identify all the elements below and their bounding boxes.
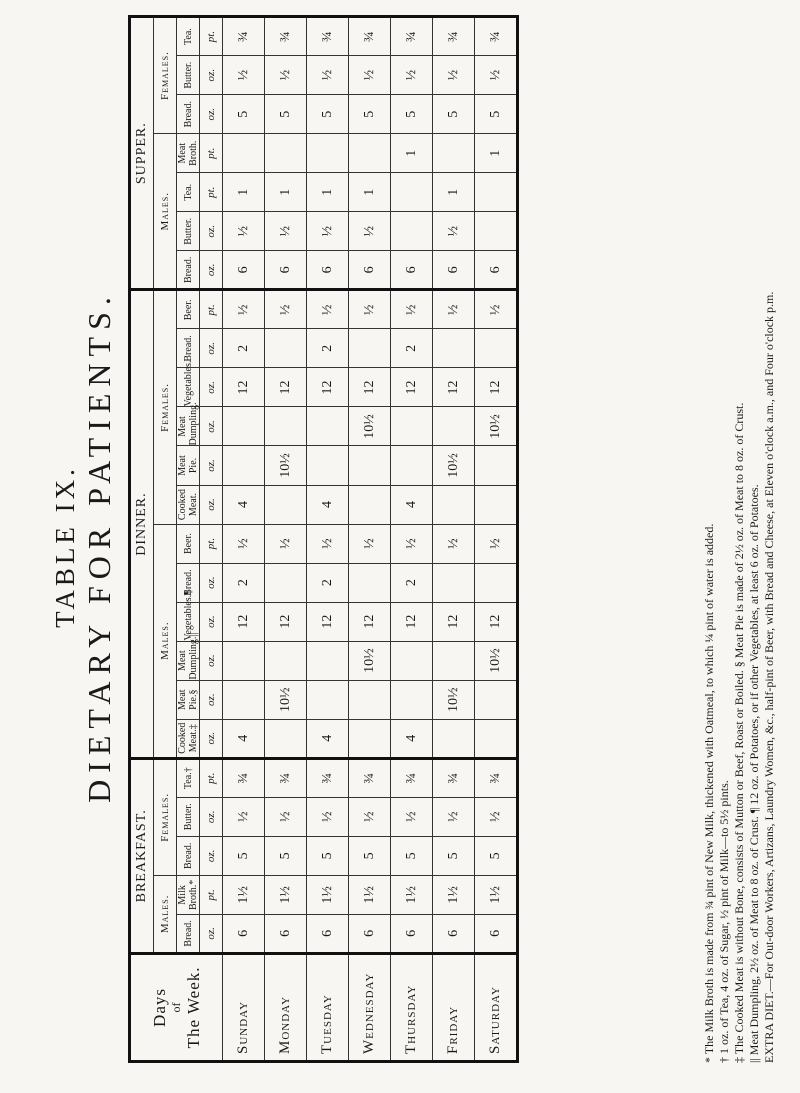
value-cell	[475, 719, 518, 758]
value-cell: 5	[475, 836, 518, 875]
unit-cell: oz.	[200, 680, 223, 719]
item-header: Meat Dumpling.||	[177, 632, 199, 680]
value-cell	[307, 407, 349, 446]
value-cell: 4	[307, 719, 349, 758]
day-row	[391, 17, 433, 1062]
value-cell: ½	[307, 524, 349, 563]
value-cell: 2	[307, 563, 349, 602]
value-cell: 5	[349, 836, 391, 875]
day-row	[265, 17, 307, 1062]
value-cell	[475, 485, 518, 524]
unit-cell: pt.	[200, 290, 223, 329]
value-cell: ½	[265, 212, 307, 251]
item-header: Tea.†	[177, 758, 200, 797]
value-cell: ½	[391, 290, 433, 329]
value-cell: ½	[391, 56, 433, 95]
item-header: Tea.	[177, 173, 200, 212]
value-cell: 12	[265, 602, 307, 641]
item-header: Beer.	[177, 290, 200, 329]
value-cell: 5	[265, 95, 307, 134]
unit-cell: oz.	[200, 368, 223, 407]
value-cell	[307, 641, 349, 680]
breakfast-header: BREAKFAST.	[130, 758, 154, 953]
value-cell: 12	[433, 602, 475, 641]
value-cell	[265, 563, 307, 602]
item-header: Beer.	[177, 524, 200, 563]
value-cell: ½	[223, 290, 265, 329]
value-cell: 5	[265, 836, 307, 875]
breakfast-males-header: Males.	[154, 875, 177, 953]
value-cell: 1	[475, 134, 518, 173]
value-cell: 4	[223, 485, 265, 524]
value-cell: 12	[349, 602, 391, 641]
value-cell: ½	[265, 797, 307, 836]
value-cell: 10½	[433, 680, 475, 719]
value-cell: ½	[223, 797, 265, 836]
value-cell: 1½	[433, 875, 475, 914]
value-cell: 5	[223, 836, 265, 875]
dinner-males-header: Males.	[154, 524, 177, 758]
value-cell: ¾	[349, 17, 391, 56]
item-header: Cooked Meat.	[177, 485, 200, 524]
value-cell: 10½	[475, 407, 518, 446]
value-cell: ¾	[307, 758, 349, 797]
footnotes	[702, 15, 777, 1063]
value-cell: 5	[223, 95, 265, 134]
value-cell: 12	[433, 368, 475, 407]
value-cell: ½	[349, 797, 391, 836]
value-cell: 6	[265, 251, 307, 290]
value-cell: ¾	[391, 17, 433, 56]
unit-cell: pt.	[200, 524, 223, 563]
value-cell	[433, 719, 475, 758]
value-cell: 1½	[265, 875, 307, 914]
value-cell	[475, 173, 518, 212]
day-row	[307, 17, 349, 1062]
value-cell	[475, 563, 518, 602]
value-cell: ¾	[265, 758, 307, 797]
value-cell: ½	[265, 56, 307, 95]
value-cell: 4	[223, 719, 265, 758]
value-cell: 6	[307, 251, 349, 290]
value-cell: 12	[391, 368, 433, 407]
item-header: Meat Pie.	[177, 446, 200, 485]
value-cell	[307, 446, 349, 485]
value-cell: 10½	[349, 407, 391, 446]
breakfast-females-header: Females.	[154, 758, 177, 875]
value-cell: ½	[307, 56, 349, 95]
value-cell	[349, 134, 391, 173]
day-row	[223, 17, 265, 1062]
item-header: Vegetables.¶	[177, 602, 200, 641]
value-cell: 4	[391, 485, 433, 524]
value-cell	[433, 641, 475, 680]
value-cell: 5	[391, 836, 433, 875]
value-cell: ½	[349, 290, 391, 329]
supper-females-header: Females.	[154, 17, 177, 134]
item-header: Meat Dumpling.	[177, 402, 199, 446]
value-cell: ½	[223, 524, 265, 563]
item-header: Meat Pie.§	[177, 680, 200, 719]
value-cell	[391, 173, 433, 212]
value-cell: 2	[391, 329, 433, 368]
value-cell	[433, 407, 475, 446]
value-cell: 12	[223, 602, 265, 641]
unit-cell: oz.	[200, 485, 223, 524]
value-cell: ½	[391, 797, 433, 836]
dinner-header: DINNER.	[130, 290, 154, 758]
value-cell: 2	[307, 329, 349, 368]
page-title	[48, 0, 116, 1093]
value-cell	[265, 641, 307, 680]
item-header: Bread.	[177, 251, 200, 290]
value-cell	[265, 719, 307, 758]
value-cell: 10½	[349, 641, 391, 680]
value-cell	[307, 134, 349, 173]
day-label: Saturday	[475, 953, 518, 1061]
value-cell: 1½	[475, 875, 518, 914]
value-cell: ½	[433, 212, 475, 251]
value-cell: 5	[433, 95, 475, 134]
value-cell: 1½	[307, 875, 349, 914]
day-label: Monday	[265, 953, 307, 1061]
value-cell	[265, 329, 307, 368]
footnote: EXTRA DIET.—For Out-door Workers, Artizans, Laundry Women, &c., half-pint of Beer, with Bread and Cheese, at Eleven o'clock a.m., and Four o'clock p.m.	[762, 291, 776, 1063]
day-label: Wednesday	[349, 953, 391, 1061]
footnote: ‡ The Cooked Meat is without Bone, consists of Mutton or Beef, Roast or Boiled. § Meat Pie is made of 2½ oz. of Meat to 8 oz. of Crust.	[732, 402, 746, 1063]
value-cell: 12	[307, 602, 349, 641]
value-cell: ¾	[223, 758, 265, 797]
value-cell	[349, 446, 391, 485]
value-cell: ½	[433, 290, 475, 329]
value-cell	[391, 446, 433, 485]
value-cell: ½	[475, 56, 518, 95]
value-cell: 4	[307, 485, 349, 524]
value-cell: 5	[475, 95, 518, 134]
value-cell: 6	[223, 914, 265, 953]
value-cell: ½	[349, 212, 391, 251]
unit-cell: oz.	[200, 329, 223, 368]
day-label: Tuesday	[307, 953, 349, 1061]
value-cell	[307, 680, 349, 719]
unit-cell: pt.	[200, 875, 223, 914]
value-cell	[223, 641, 265, 680]
unit-cell: oz.	[200, 563, 223, 602]
footnote: † 1 oz. of Tea, 4 oz. of Sugar, ½ pint of Milk—to 5½ pints.	[717, 780, 731, 1063]
item-header: Bread.	[177, 914, 200, 953]
item-header: Milk Broth.*	[177, 875, 200, 914]
unit-cell: oz.	[200, 251, 223, 290]
item-header: Vegetables.	[177, 368, 200, 407]
value-cell	[265, 485, 307, 524]
day-row	[433, 17, 475, 1062]
value-cell	[349, 329, 391, 368]
unit-cell: pt.	[200, 17, 223, 56]
item-header-row	[177, 17, 200, 1062]
value-cell: 2	[391, 563, 433, 602]
day-label: Friday	[433, 953, 475, 1061]
value-cell: 6	[307, 914, 349, 953]
item-header: Butter.	[177, 212, 200, 251]
value-cell	[475, 680, 518, 719]
value-cell	[391, 407, 433, 446]
value-cell: ¾	[475, 758, 518, 797]
table-title: DIETARY FOR PATIENTS.	[81, 290, 117, 803]
item-header: Bread.	[177, 836, 200, 875]
unit-cell: oz.	[200, 212, 223, 251]
value-cell	[223, 680, 265, 719]
value-cell	[349, 485, 391, 524]
value-cell: ½	[433, 524, 475, 563]
unit-cell: pt.	[200, 134, 223, 173]
unit-cell: oz.	[200, 446, 223, 485]
value-cell: 1	[433, 173, 475, 212]
value-cell: ¾	[475, 17, 518, 56]
value-cell: 1	[307, 173, 349, 212]
value-cell: ½	[349, 56, 391, 95]
value-cell	[433, 563, 475, 602]
value-cell: 5	[349, 95, 391, 134]
value-cell: ½	[223, 212, 265, 251]
value-cell: 5	[391, 95, 433, 134]
value-cell	[349, 719, 391, 758]
value-cell: 12	[391, 602, 433, 641]
value-cell: 12	[265, 368, 307, 407]
item-header: Butter.	[177, 56, 200, 95]
value-cell: 1	[349, 173, 391, 212]
value-cell: 6	[391, 914, 433, 953]
dietary-table	[128, 15, 519, 1063]
day-row	[475, 17, 518, 1062]
value-cell: ¾	[433, 17, 475, 56]
value-cell	[391, 680, 433, 719]
day-label: Sunday	[223, 953, 265, 1061]
value-cell: 4	[391, 719, 433, 758]
value-cell: ¾	[349, 758, 391, 797]
value-cell: 10½	[475, 641, 518, 680]
unit-cell: oz.	[200, 914, 223, 953]
value-cell: ¾	[433, 758, 475, 797]
item-header: Bread.	[177, 95, 200, 134]
value-cell: ½	[475, 524, 518, 563]
value-cell	[265, 407, 307, 446]
value-cell: 6	[223, 251, 265, 290]
unit-cell: oz.	[200, 407, 223, 446]
value-cell: 6	[475, 914, 518, 953]
value-cell: 12	[475, 368, 518, 407]
item-header: Cooked Meat.‡	[177, 719, 200, 758]
value-cell	[223, 407, 265, 446]
value-cell	[475, 329, 518, 368]
value-cell: 6	[349, 914, 391, 953]
value-cell: ½	[307, 290, 349, 329]
value-cell: 1½	[391, 875, 433, 914]
item-header: Meat Broth.	[177, 134, 200, 173]
value-cell: 10½	[433, 446, 475, 485]
value-cell: 1½	[223, 875, 265, 914]
value-cell	[433, 485, 475, 524]
unit-cell: oz.	[200, 836, 223, 875]
item-header: Bread.	[177, 329, 200, 368]
value-cell	[349, 563, 391, 602]
value-cell: 6	[433, 251, 475, 290]
value-cell: 12	[307, 368, 349, 407]
value-cell: 10½	[265, 680, 307, 719]
table-number: TABLE IX.	[50, 465, 80, 628]
unit-row	[200, 17, 223, 1062]
value-cell: 10½	[265, 446, 307, 485]
unit-cell: pt.	[200, 758, 223, 797]
value-cell	[223, 446, 265, 485]
value-cell: 6	[265, 914, 307, 953]
value-cell: ½	[223, 56, 265, 95]
value-cell: ¾	[307, 17, 349, 56]
value-cell: 5	[307, 836, 349, 875]
value-cell	[475, 212, 518, 251]
value-cell	[265, 134, 307, 173]
unit-cell: oz.	[200, 719, 223, 758]
value-cell: ¾	[223, 17, 265, 56]
value-cell: 12	[475, 602, 518, 641]
unit-cell: oz.	[200, 641, 223, 680]
unit-cell: oz.	[200, 797, 223, 836]
value-cell: ½	[433, 797, 475, 836]
value-cell: 2	[223, 563, 265, 602]
day-row	[349, 17, 391, 1062]
value-cell: 5	[433, 836, 475, 875]
value-cell	[433, 329, 475, 368]
value-cell: ½	[307, 212, 349, 251]
value-cell: 12	[349, 368, 391, 407]
day-label: Thursday	[391, 953, 433, 1061]
value-cell	[349, 680, 391, 719]
item-header: Butter.	[177, 797, 200, 836]
value-cell	[475, 446, 518, 485]
item-header: Bread.	[177, 563, 200, 602]
days-header: Days of The Week.	[130, 953, 223, 1061]
value-cell: ½	[265, 524, 307, 563]
value-cell: 6	[349, 251, 391, 290]
value-cell: ½	[433, 56, 475, 95]
footnote: || Meat Dumpling, 2½ oz. of Meat to 8 oz. of Crust. ¶ 12 oz. of Potatoes, or if other Vegetables, at least 6 oz. of Potatoes.	[747, 484, 761, 1063]
value-cell: 2	[223, 329, 265, 368]
value-cell: 5	[307, 95, 349, 134]
unit-cell: oz.	[200, 56, 223, 95]
value-cell: 6	[475, 251, 518, 290]
value-cell: ½	[475, 797, 518, 836]
value-cell: 1½	[349, 875, 391, 914]
footnote: * The Milk Broth is made from ¾ pint of New Milk, thickened with Oatmeal, to which ¼ pint of water is added.	[702, 523, 716, 1063]
value-cell: ½	[349, 524, 391, 563]
value-cell	[391, 641, 433, 680]
value-cell: 6	[391, 251, 433, 290]
value-cell: ¾	[391, 758, 433, 797]
value-cell: 6	[433, 914, 475, 953]
value-cell	[391, 212, 433, 251]
value-cell: 1	[265, 173, 307, 212]
value-cell: ½	[475, 290, 518, 329]
value-cell: ½	[391, 524, 433, 563]
unit-cell: pt.	[200, 173, 223, 212]
value-cell: 12	[223, 368, 265, 407]
supper-males-header: Males.	[154, 134, 177, 290]
value-cell	[433, 134, 475, 173]
value-cell: ½	[265, 290, 307, 329]
supper-header: SUPPER.	[130, 17, 154, 290]
value-cell: ¾	[265, 17, 307, 56]
value-cell: 1	[391, 134, 433, 173]
unit-cell: oz.	[200, 95, 223, 134]
value-cell: ½	[307, 797, 349, 836]
item-header: Tea.	[177, 17, 200, 56]
dinner-females-header: Females.	[154, 290, 177, 524]
value-cell	[223, 134, 265, 173]
unit-cell: oz.	[200, 602, 223, 641]
value-cell: 1	[223, 173, 265, 212]
